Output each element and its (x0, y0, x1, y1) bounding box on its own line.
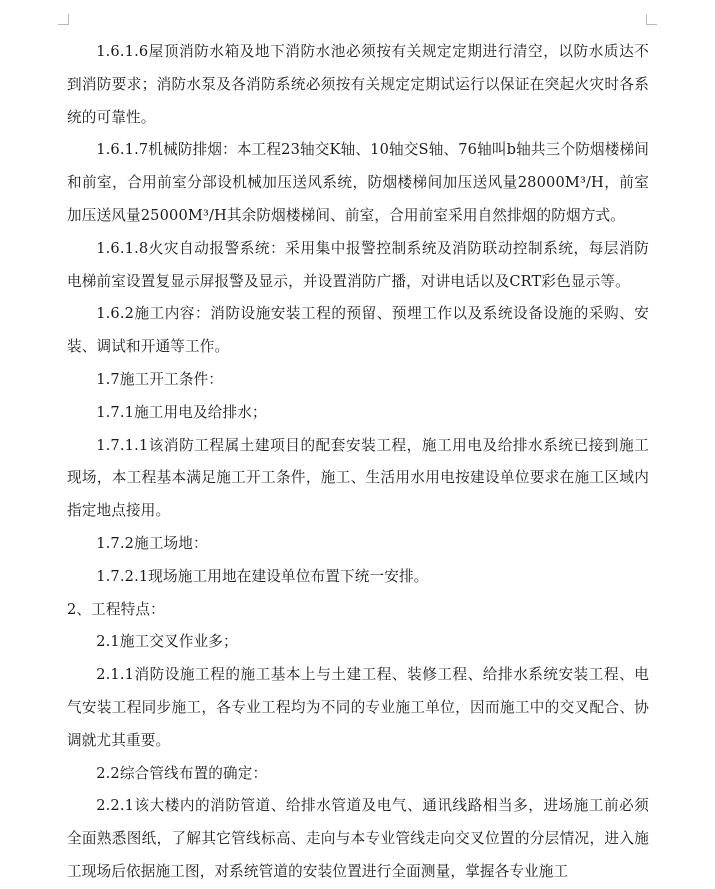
paragraph-2-2-1: 2.2.1该大楼内的消防管道、给排水管道及电气、通讯线路相当多，进场施工前必须全面熟悉图纸，了解其它管线标高、走向与本专业管线走向交叉位置的分层情况，进入施工现场后依据施工图，对系统管道的安装位置进行全面测量，掌握各专业施工 (67, 797, 649, 880)
paragraph-1-7-1-1: 1.7.1.1该消防工程属土建项目的配套安装工程，施工用电及给排水系统已接到施工现场，本工程基本满足施工开工条件，施工、生活用水用电按建设单位要求在施工区域内指定地点接用。 (67, 436, 649, 520)
margin-corner-mark-top-right (646, 14, 657, 25)
paragraph-1-6-1-7: 1.6.1.7机械防排烟：本工程23轴交K轴、10轴交S轴、76轴叫b轴共三个防烟楼梯间和前室，合用前室分部设机械加压送风系统，防烟楼梯间加压送风量28000M³/H，前室加压送风量25000M³/H其余防烟楼梯间、前室，合用前室采用自然排烟的防烟方式。 (67, 141, 649, 224)
margin-corner-mark-top-left (58, 14, 69, 25)
heading-section-2: 2、工程特点： (67, 600, 165, 618)
heading-2-2: 2.2综合管线布置的确定： (96, 764, 268, 782)
paragraph-1-6-1-8: 1.6.1.8火灾自动报警系统：采用集中报警控制系统及消防联动控制系统，每层消防电梯前室设置复显示屏报警及显示，并设置消防广播，对讲电话以及CRT彩色显示等。 (67, 239, 649, 290)
heading-2-1: 2.1施工交叉作业多； (96, 633, 238, 651)
paragraph-1-6-2: 1.6.2施工内容：消防设施安装工程的预留、预埋工作以及系统设备设施的采购、安装、调试和开通等工作。 (67, 305, 649, 356)
document-body (67, 36, 649, 889)
paragraph-1-7-2-1: 1.7.2.1现场施工用地在建设单位布置下统一安排。 (96, 567, 429, 585)
heading-1-7-1: 1.7.1施工用电及给排水； (96, 403, 267, 421)
paragraph-1-6-1-6: 1.6.1.6屋顶消防水箱及地下消防水池必须按有关规定定期进行清空，以防水质达不到消防要求；消防水泵及各消防系统必须按有关规定定期试运行以保证在突起火灾时各系统的可靠性。 (67, 43, 649, 126)
heading-1-7-2: 1.7.2施工场地： (96, 534, 208, 552)
paragraph-2-1-1: 2.1.1消防设施工程的施工基本上与土建工程、装修工程、给排水系统安装工程、电气安装工程同步施工，各专业工程均为不同的专业施工单位，因而施工中的交叉配合、协调就尤其重要。 (67, 666, 649, 749)
heading-1-7: 1.7施工开工条件： (96, 370, 224, 388)
